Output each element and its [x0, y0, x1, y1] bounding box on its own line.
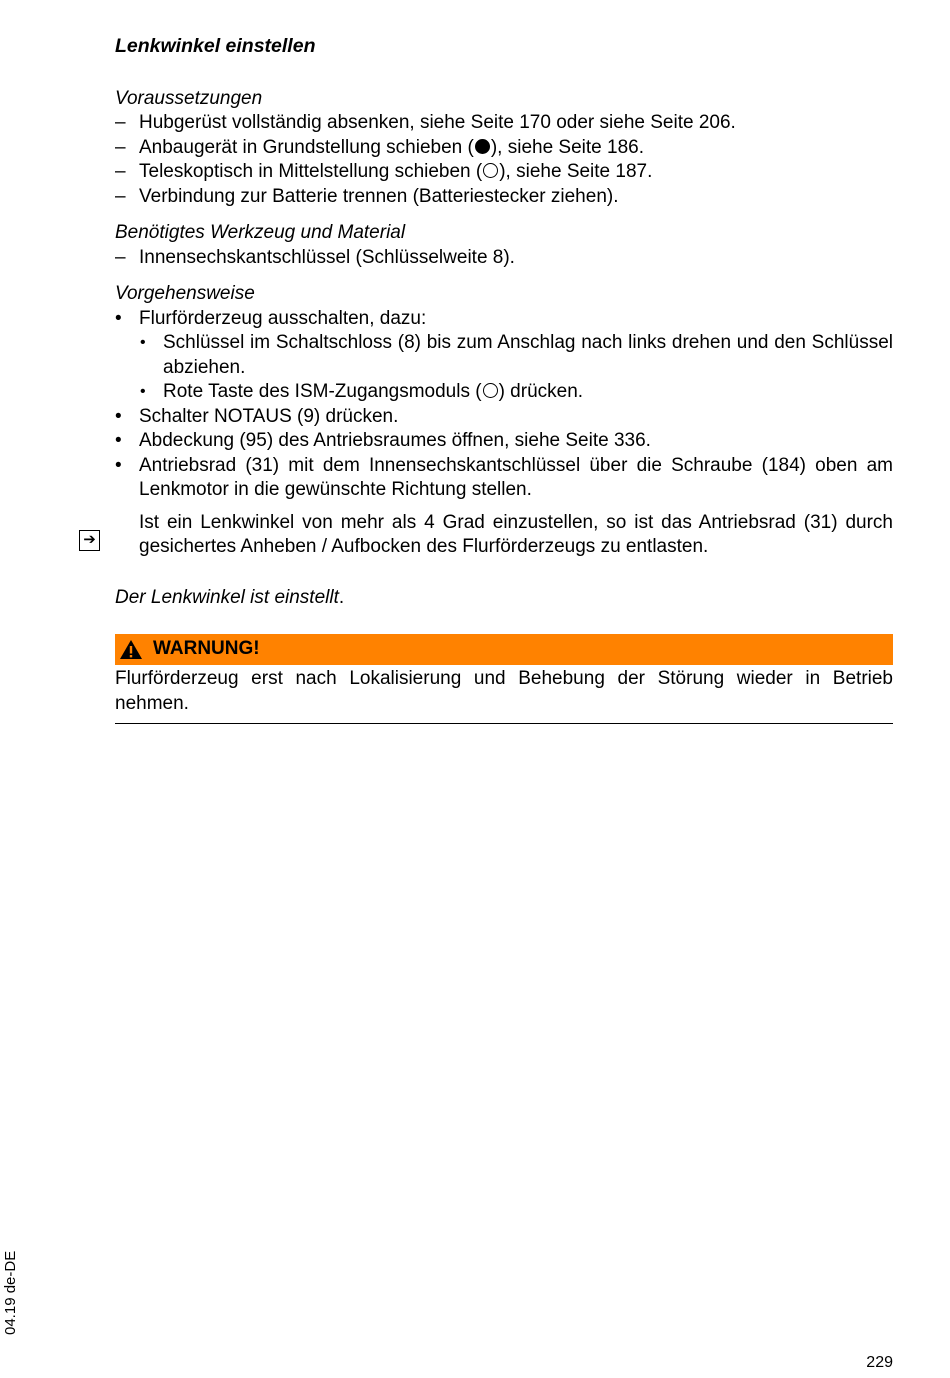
- filled-circle-icon: [475, 139, 490, 154]
- list-item: [115, 454, 893, 503]
- dash-marker: –: [115, 185, 126, 207]
- list-item-text: Hubgerüst vollständig absenken, siehe Seite 170 oder siehe Seite 206.: [139, 112, 736, 133]
- page-number: 229: [866, 1354, 893, 1371]
- bullet-marker: •: [115, 430, 122, 451]
- page-content: [115, 34, 893, 724]
- result-text: [115, 586, 893, 611]
- list-item: [115, 160, 893, 185]
- list-item: [115, 185, 893, 210]
- dash-marker: –: [115, 161, 126, 182]
- list-item-text: Innensechskantschlüssel (Schlüsselweite 8).: [139, 246, 515, 268]
- list-item-text: Antriebsrad (31) mit dem Innensechskantschlüssel über die Schraube (184) oben am Lenkmotor in die gewünschte Richtung stellen.: [139, 454, 893, 500]
- dash-marker: –: [115, 246, 126, 268]
- list-item-text: Anbaugerät in Grundstellung schieben (: [139, 136, 474, 158]
- prerequisites-section: [115, 87, 893, 210]
- list-item-text: Teleskoptisch in Mittelstellung schieben (: [139, 161, 483, 182]
- bullet-marker: •: [115, 454, 122, 476]
- list-item: [115, 111, 893, 136]
- note-paragraph: Ist ein Lenkwinkel von mehr als 4 Grad einzustellen, so ist das Antriebsrad (31) durch gesichertes Anheben / Aufbocken des Flurförderzeugs zu entlasten.: [139, 511, 893, 557]
- list-item-text: Rote Taste des ISM-Zugangsmoduls (: [163, 381, 482, 402]
- tools-section: [115, 221, 893, 270]
- dash-marker: –: [115, 136, 126, 158]
- procedure-heading: Vorgehensweise: [115, 283, 255, 304]
- warning-label: WARNUNG!: [153, 638, 260, 660]
- list-item-text: Schalter NOTAUS (9) drücken.: [139, 405, 399, 427]
- list-item-text: Flurförderzeug ausschalten, dazu:: [139, 307, 427, 329]
- list-item-text: ), siehe Seite 186.: [490, 136, 644, 158]
- warning-text: Flurförderzeug erst nach Lokalisierung und Behebung der Störung wieder in Betrieb nehmen.: [115, 668, 893, 714]
- list-item-text: Verbindung zur Batterie trennen (Batteriestecker ziehen).: [139, 185, 619, 207]
- open-circle-icon: [483, 163, 498, 178]
- arrow-note-icon: ➔: [79, 530, 100, 551]
- sub-list-item: [115, 380, 893, 405]
- prerequisites-heading: Voraussetzungen: [115, 87, 263, 109]
- warning-triangle-icon: [119, 639, 143, 660]
- result-period: .: [338, 586, 345, 608]
- section-title: Lenkwinkel einstellen: [115, 35, 316, 57]
- list-item-text: ) drücken.: [498, 381, 584, 402]
- sub-list-item: [115, 331, 893, 380]
- bullet-marker: •: [140, 383, 146, 400]
- dash-marker: –: [115, 112, 126, 133]
- bullet-marker: •: [140, 334, 146, 351]
- edition-label: 04.19 de-DE: [2, 1250, 19, 1335]
- bullet-marker: •: [115, 405, 122, 427]
- list-item: [115, 246, 893, 271]
- result-sentence: Der Lenkwinkel ist einstellt: [115, 586, 339, 608]
- list-item-text: Schlüssel im Schaltschloss (8) bis zum Anschlag nach links drehen und den Schlüssel abziehen.: [163, 332, 893, 378]
- tools-heading: Benötigtes Werkzeug und Material: [115, 222, 406, 243]
- list-item: [115, 429, 893, 454]
- list-item: [115, 136, 893, 161]
- list-item-text: ), siehe Seite 187.: [499, 161, 653, 182]
- warning-bar: [115, 634, 893, 665]
- bullet-marker: •: [115, 307, 122, 329]
- divider: [115, 723, 893, 724]
- list-item-text: Abdeckung (95) des Antriebsraumes öffnen, siehe Seite 336.: [139, 430, 651, 451]
- list-item: [115, 405, 893, 430]
- open-circle-icon: [483, 383, 498, 398]
- list-item: [115, 307, 893, 332]
- procedure-section: [115, 282, 893, 560]
